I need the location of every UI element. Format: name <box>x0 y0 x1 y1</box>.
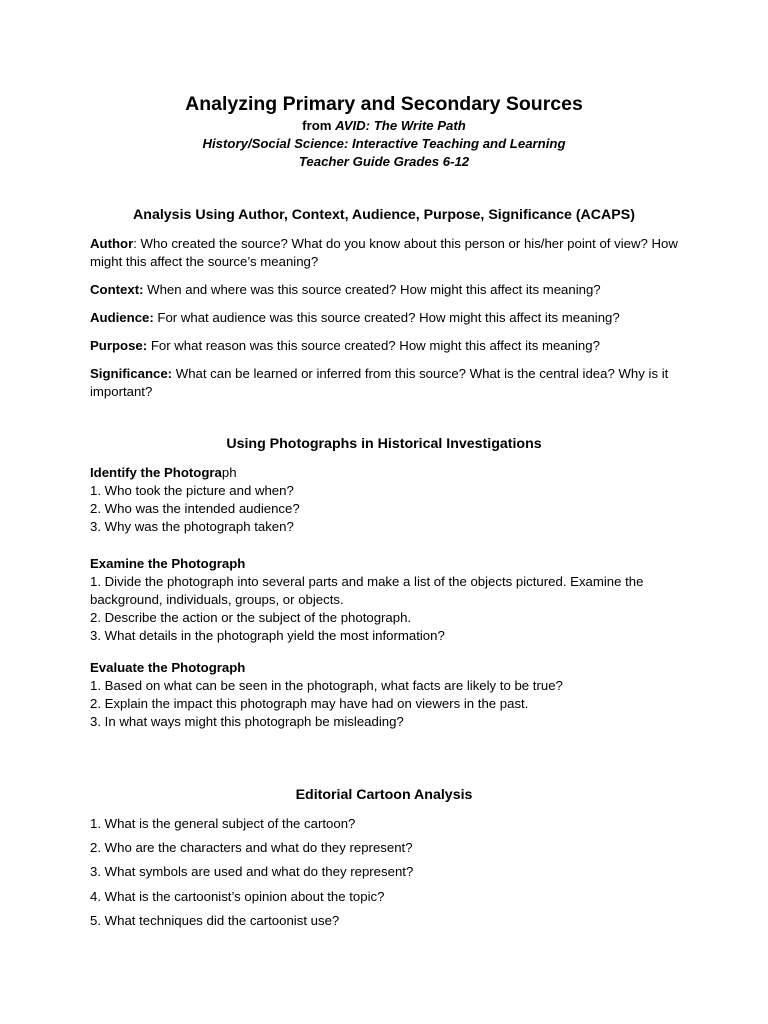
acaps-term: Purpose: <box>90 338 148 353</box>
identify-heading-rest: ph <box>221 465 237 480</box>
identify-heading-bold: Identify the Photogra <box>90 465 222 480</box>
acaps-term: Context: <box>90 282 144 297</box>
acaps-term: Significance: <box>90 366 173 381</box>
acaps-text: For what reason was this source created? How might this affect its meaning? <box>147 338 600 353</box>
acaps-significance <box>90 365 690 401</box>
acaps-heading: Analysis Using Author, Context, Audience, Purpose, Significance (ACAPS) <box>133 207 635 223</box>
acaps-text: For what audience was this source created? How might this affect its meaning? <box>153 310 620 325</box>
acaps-term: Audience: <box>90 310 154 325</box>
list-item: 5. What techniques did the cartoonist use? <box>90 913 340 928</box>
identify-heading <box>90 464 690 482</box>
list-item: 1. What is the general subject of the cartoon? <box>90 816 356 831</box>
list-item: 2. Who are the characters and what do they represent? <box>90 840 413 855</box>
evaluate-section <box>90 659 690 731</box>
cartoon-heading: Editorial Cartoon Analysis <box>295 787 473 803</box>
acaps-author <box>90 235 690 271</box>
acaps-text: What can be learned or inferred from this source? What is the central idea? Why is it important? <box>90 366 669 399</box>
list-item: 3. Why was the photograph taken? <box>90 519 294 534</box>
source-title: AVID: The Write Path <box>335 118 466 133</box>
acaps-audience <box>90 309 690 327</box>
document-title: Analyzing Primary and Secondary Sources <box>185 93 583 115</box>
acaps-sep: : <box>133 236 137 251</box>
list-item: 2. Describe the action or the subject of the photograph. <box>90 610 412 625</box>
examine-heading: Examine the Photograph <box>90 556 246 571</box>
list-item: 3. What symbols are used and what do they represent? <box>90 864 414 879</box>
list-item: 4. What is the cartoonist’s opinion about the topic? <box>90 889 385 904</box>
examine-section <box>90 555 690 645</box>
list-item: 3. What details in the photograph yield the most information? <box>90 628 445 643</box>
list-item: 1. Divide the photograph into several parts and make a list of the objects pictured. Examine the background, individuals, groups, or objects. <box>90 574 644 607</box>
source-subtitle: History/Social Science: Interactive Teaching and Learning <box>202 136 566 151</box>
acaps-context <box>90 281 690 299</box>
list-item: 3. In what ways might this photograph be misleading? <box>90 714 404 729</box>
identify-section <box>90 464 690 536</box>
acaps-purpose <box>90 337 690 355</box>
list-item: 1. Based on what can be seen in the photograph, what facts are likely to be true? <box>90 678 563 693</box>
evaluate-heading: Evaluate the Photograph <box>90 660 246 675</box>
acaps-text: When and where was this source created? How might this affect its meaning? <box>143 282 601 297</box>
list-item: 2. Explain the impact this photograph may have had on viewers in the past. <box>90 696 529 711</box>
list-item: 1. Who took the picture and when? <box>90 483 294 498</box>
source-grade-line: Teacher Guide Grades 6-12 <box>298 154 470 169</box>
source-prefix: from <box>302 118 332 133</box>
acaps-term: Author <box>90 236 134 251</box>
source-line <box>0 117 768 135</box>
list-item: 2. Who was the intended audience? <box>90 501 300 516</box>
photographs-heading: Using Photographs in Historical Investigations <box>226 436 542 452</box>
acaps-text: Who created the source? What do you know about this person or his/her point of view? How might this affect the source’s meaning? <box>90 236 678 269</box>
